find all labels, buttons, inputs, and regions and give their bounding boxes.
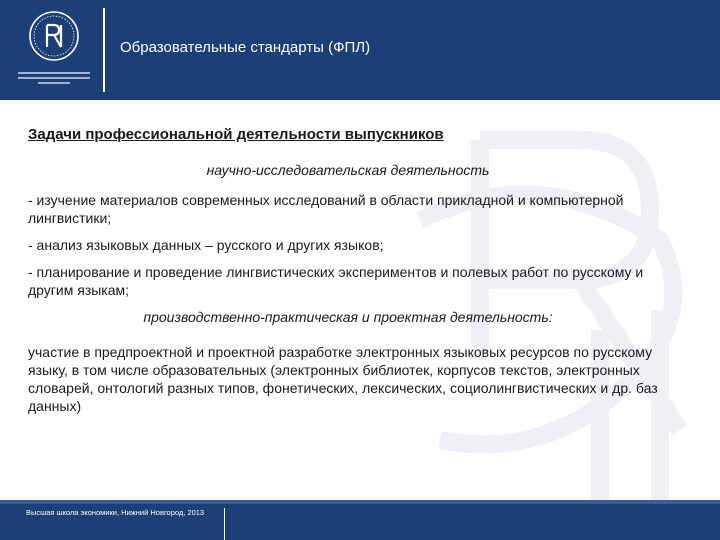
footer-text: Высшая школа экономики, Нижний Новгород, 2013	[26, 508, 205, 517]
list-item: - анализ языковых данных – русского и других языков;	[28, 237, 384, 253]
logo	[14, 8, 94, 92]
footer-divider	[224, 508, 225, 540]
production-subheading: производственно-практическая и проектная деятельность:	[143, 309, 553, 325]
research-subheading: научно-исследовательская деятельность	[206, 162, 490, 178]
list-item: - изучение материалов современных исследований в области прикладной и компьютерной лингвистики;	[28, 192, 624, 226]
slide-title: Образовательные стандарты (ФПЛ)	[120, 39, 371, 56]
list-item: - планирование и проведение лингвистических экспериментов и полевых работ по русскому и другим языкам;	[28, 264, 644, 298]
logo-caption	[14, 72, 94, 87]
main-content	[28, 126, 668, 424]
footer-bar	[0, 500, 720, 540]
section-heading: Задачи профессиональной деятельности выпускников	[28, 126, 444, 143]
production-paragraph: участие в предпроектной и проектной разработке электронных языковых ресурсов по русскому языку, в том числе образовательных (электронных библиотек, корпусов текстов, электронных словарей, онтологий разных типов, фонетических, лексических, социолингвистических и др. баз данных)	[28, 344, 658, 414]
header-bar	[0, 0, 720, 100]
footer-strip	[0, 500, 720, 504]
header-divider	[103, 8, 105, 92]
hse-emblem-icon	[28, 10, 80, 62]
